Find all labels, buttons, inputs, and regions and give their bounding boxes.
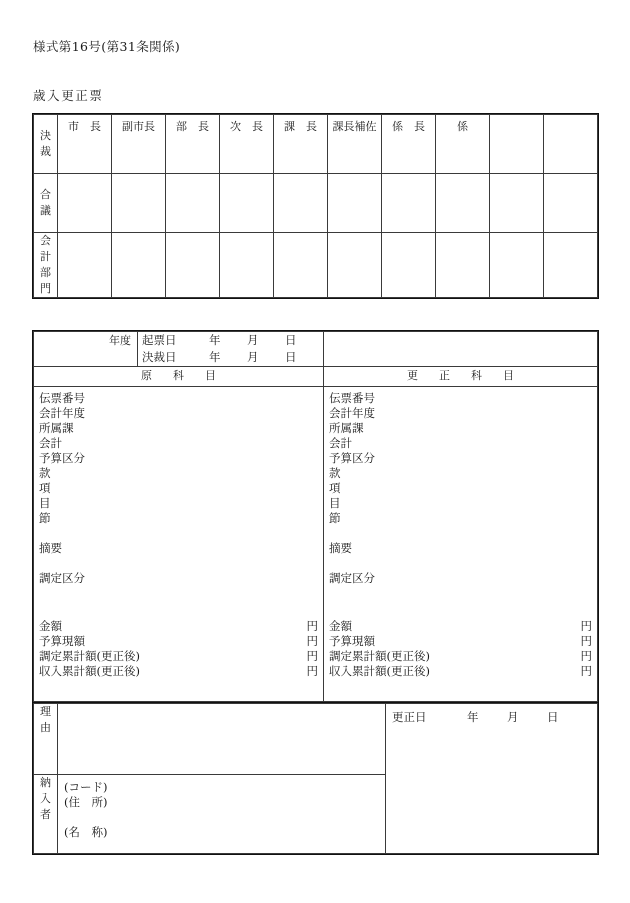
approval-row-gougi [34,174,598,233]
approval-date-line [138,349,323,366]
approval-stamp-cell[interactable] [58,174,112,233]
corr-field-kaikei-nendo[interactable]: 会計年度 [329,406,375,420]
orig-amount-yosan-gengaku-unit: 円 [306,634,318,648]
correction-date-year-unit: 年 [467,710,479,724]
page-title: 歳入更正票 [33,88,104,103]
approval-col-label: 部 長 [176,120,209,133]
approval-stamp-cell[interactable] [436,233,490,298]
orig-field-setsu[interactable]: 節 [39,511,51,525]
orig-amount-kingaku-unit: 円 [306,619,318,633]
corr-field-kaikei[interactable]: 会計 [329,436,352,450]
payer-name-field[interactable]: (名 称) [64,825,108,839]
corr-amount-yosan-gengaku[interactable] [329,634,592,649]
detail-header-blank-cell[interactable] [324,332,598,367]
approval-col-label [544,115,597,118]
correction-date-label: 更正日 [392,710,427,724]
corr-amount-kingaku[interactable] [329,619,592,634]
approval-stamp-cell[interactable] [490,233,544,298]
orig-field-kaikei[interactable]: 会計 [39,436,62,450]
correction-date-line [392,709,589,725]
corr-amount-chotei-ruikei-label: 調定累計額(更正後) [329,649,430,663]
orig-field-moku[interactable]: 目 [39,496,51,510]
orig-amount-kingaku[interactable] [39,619,318,634]
approval-col-label: 市 長 [68,120,101,133]
approval-stamp-cell[interactable] [274,174,328,233]
orig-amount-yosan-gengaku-label: 予算現額 [39,634,85,648]
form-number: 様式第16号(第31条関係) [33,39,181,54]
corr-field-kan[interactable]: 款 [329,466,341,480]
corr-amount-chotei-ruikei[interactable] [329,649,592,664]
orig-amount-chotei-ruikei[interactable] [39,649,318,664]
reason-input-cell[interactable] [58,704,386,775]
approval-date-day-unit: 日 [285,350,297,364]
approval-col-label: 副市長 [122,120,155,133]
approval-stamp-cell[interactable] [328,174,382,233]
detail-table [33,331,598,702]
corr-amount-yosan-gengaku-label: 予算現額 [329,634,375,648]
correction-date-month-unit: 月 [507,710,519,724]
detail-date-row [34,332,598,367]
fiscal-year-label: 年度 [109,334,131,347]
approval-row-label-kaikeibumon [34,233,58,298]
approval-row-label-gougi [34,174,58,233]
corr-field-moku[interactable]: 目 [329,496,341,510]
approval-stamp-cell[interactable] [436,174,490,233]
approval-date-label: 決裁日 [142,350,177,364]
payer-code-field[interactable]: (コード) [64,780,108,794]
approval-stamp-cell[interactable] [382,233,436,298]
corr-field-tekiyo[interactable]: 摘要 [329,541,352,555]
orig-amount-shunyu-ruikei-label: 収入累計額(更正後) [39,664,140,678]
approval-col-blank-1[interactable] [490,115,544,174]
approval-col-shicho[interactable] [58,115,112,174]
approval-stamp-cell[interactable] [544,233,598,298]
issue-date-month-unit: 月 [247,333,259,347]
correction-date-cell[interactable] [386,704,598,854]
approval-col-label: 次 長 [230,120,263,133]
issue-date-label: 起票日 [142,333,177,347]
payer-label-cell [34,775,58,854]
corr-field-yosan-kubun[interactable]: 予算区分 [329,451,375,465]
orig-field-kaikei-nendo[interactable]: 会計年度 [39,406,85,420]
approval-stamp-cell[interactable] [166,174,220,233]
reason-label: 理由 [40,705,51,734]
orig-field-kan[interactable]: 款 [39,466,51,480]
corr-amount-kingaku-label: 金額 [329,619,352,633]
orig-field-shozokuka[interactable]: 所属課 [39,421,74,435]
approval-stamp-cell[interactable] [382,174,436,233]
payer-label: 納入者 [40,776,51,821]
approval-col-kachohosa[interactable] [328,115,382,174]
approval-col-bucho[interactable] [166,115,220,174]
corrected-fields-panel [324,387,598,702]
corr-amount-chotei-ruikei-unit: 円 [580,649,592,663]
issue-date-year-unit: 年 [209,333,221,347]
issue-date-line [138,332,323,349]
approval-stamp-cell[interactable] [274,233,328,298]
approval-table [33,114,598,298]
approval-stamp-cell[interactable] [58,233,112,298]
approval-stamp-cell[interactable] [220,174,274,233]
corrected-section-title: 更 正 科 目 [324,367,598,387]
approval-stamp-cell[interactable] [166,233,220,298]
corr-field-ko[interactable]: 項 [329,481,341,495]
corr-amount-shunyu-ruikei-label: 収入累計額(更正後) [329,664,430,678]
orig-amount-yosan-gengaku[interactable] [39,634,318,649]
payer-input-cell[interactable] [58,775,386,854]
approval-row-label-text: 合議 [40,188,51,217]
fiscal-year-cell[interactable] [34,332,138,367]
original-fields-panel [34,387,324,702]
orig-field-ko[interactable]: 項 [39,481,51,495]
approval-row-kaikei [34,233,598,298]
approval-col-jicho[interactable] [220,115,274,174]
detail-section-head-row [34,367,598,387]
approval-stamp-cell[interactable] [490,174,544,233]
corr-field-shozokuka[interactable]: 所属課 [329,421,364,435]
approval-col-label [490,115,543,118]
approval-row-label-text: 会計部門 [40,234,51,295]
issue-date-day-unit: 日 [285,333,297,347]
approval-date-year-unit: 年 [209,350,221,364]
approval-stamp-cell[interactable] [544,174,598,233]
orig-field-yosan-kubun[interactable]: 予算区分 [39,451,85,465]
approval-stamp-cell[interactable] [112,233,166,298]
corr-field-chotei-kubun[interactable]: 調定区分 [329,571,375,585]
orig-amount-shunyu-ruikei[interactable] [39,664,318,679]
orig-amount-shunyu-ruikei-unit: 円 [306,664,318,678]
corrected-fields-inner [324,387,597,701]
corr-field-denpyo-bango[interactable]: 伝票番号 [329,391,375,405]
corr-amount-shunyu-ruikei[interactable] [329,664,592,679]
approval-col-kakari[interactable] [436,115,490,174]
reason-label-cell [34,704,58,775]
original-section-title: 原 科 目 [34,367,324,387]
approval-col-kacho[interactable] [274,115,328,174]
approval-row-label-text: 決裁 [40,129,51,158]
approval-col-label: 係 [457,120,468,133]
approval-col-label: 課 長 [284,120,317,133]
orig-field-denpyo-bango[interactable]: 伝票番号 [39,391,85,405]
corr-amount-kingaku-unit: 円 [580,619,592,633]
payer-inner [58,775,385,853]
orig-amount-chotei-ruikei-unit: 円 [306,649,318,663]
approval-stamp-cell[interactable] [112,174,166,233]
original-fields-inner [34,387,323,701]
issue-approval-date-cell[interactable] [138,332,324,367]
approval-row-label-kessai [34,115,58,174]
detail-body-row [34,387,598,702]
approval-date-month-unit: 月 [247,350,259,364]
approval-col-label: 課長補佐 [332,120,377,133]
approval-col-kakaricho[interactable] [382,115,436,174]
approval-stamp-cell[interactable] [220,233,274,298]
bottom-table [33,703,598,854]
orig-field-chotei-kubun[interactable]: 調定区分 [39,571,85,585]
approval-header-row [34,115,598,174]
orig-amount-chotei-ruikei-label: 調定累計額(更正後) [39,649,140,663]
correction-date-day-unit: 日 [547,710,559,724]
corr-field-setsu[interactable]: 節 [329,511,341,525]
approval-col-blank-2[interactable] [544,115,598,174]
orig-field-tekiyo[interactable]: 摘要 [39,541,62,555]
reason-row [34,704,598,775]
approval-col-fukushicho[interactable] [112,115,166,174]
payer-address-field[interactable]: (住 所) [64,795,108,809]
orig-amount-kingaku-label: 金額 [39,619,62,633]
approval-col-label: 係 長 [392,120,425,133]
corr-amount-yosan-gengaku-unit: 円 [580,634,592,648]
corr-amount-shunyu-ruikei-unit: 円 [580,664,592,678]
approval-stamp-cell[interactable] [328,233,382,298]
